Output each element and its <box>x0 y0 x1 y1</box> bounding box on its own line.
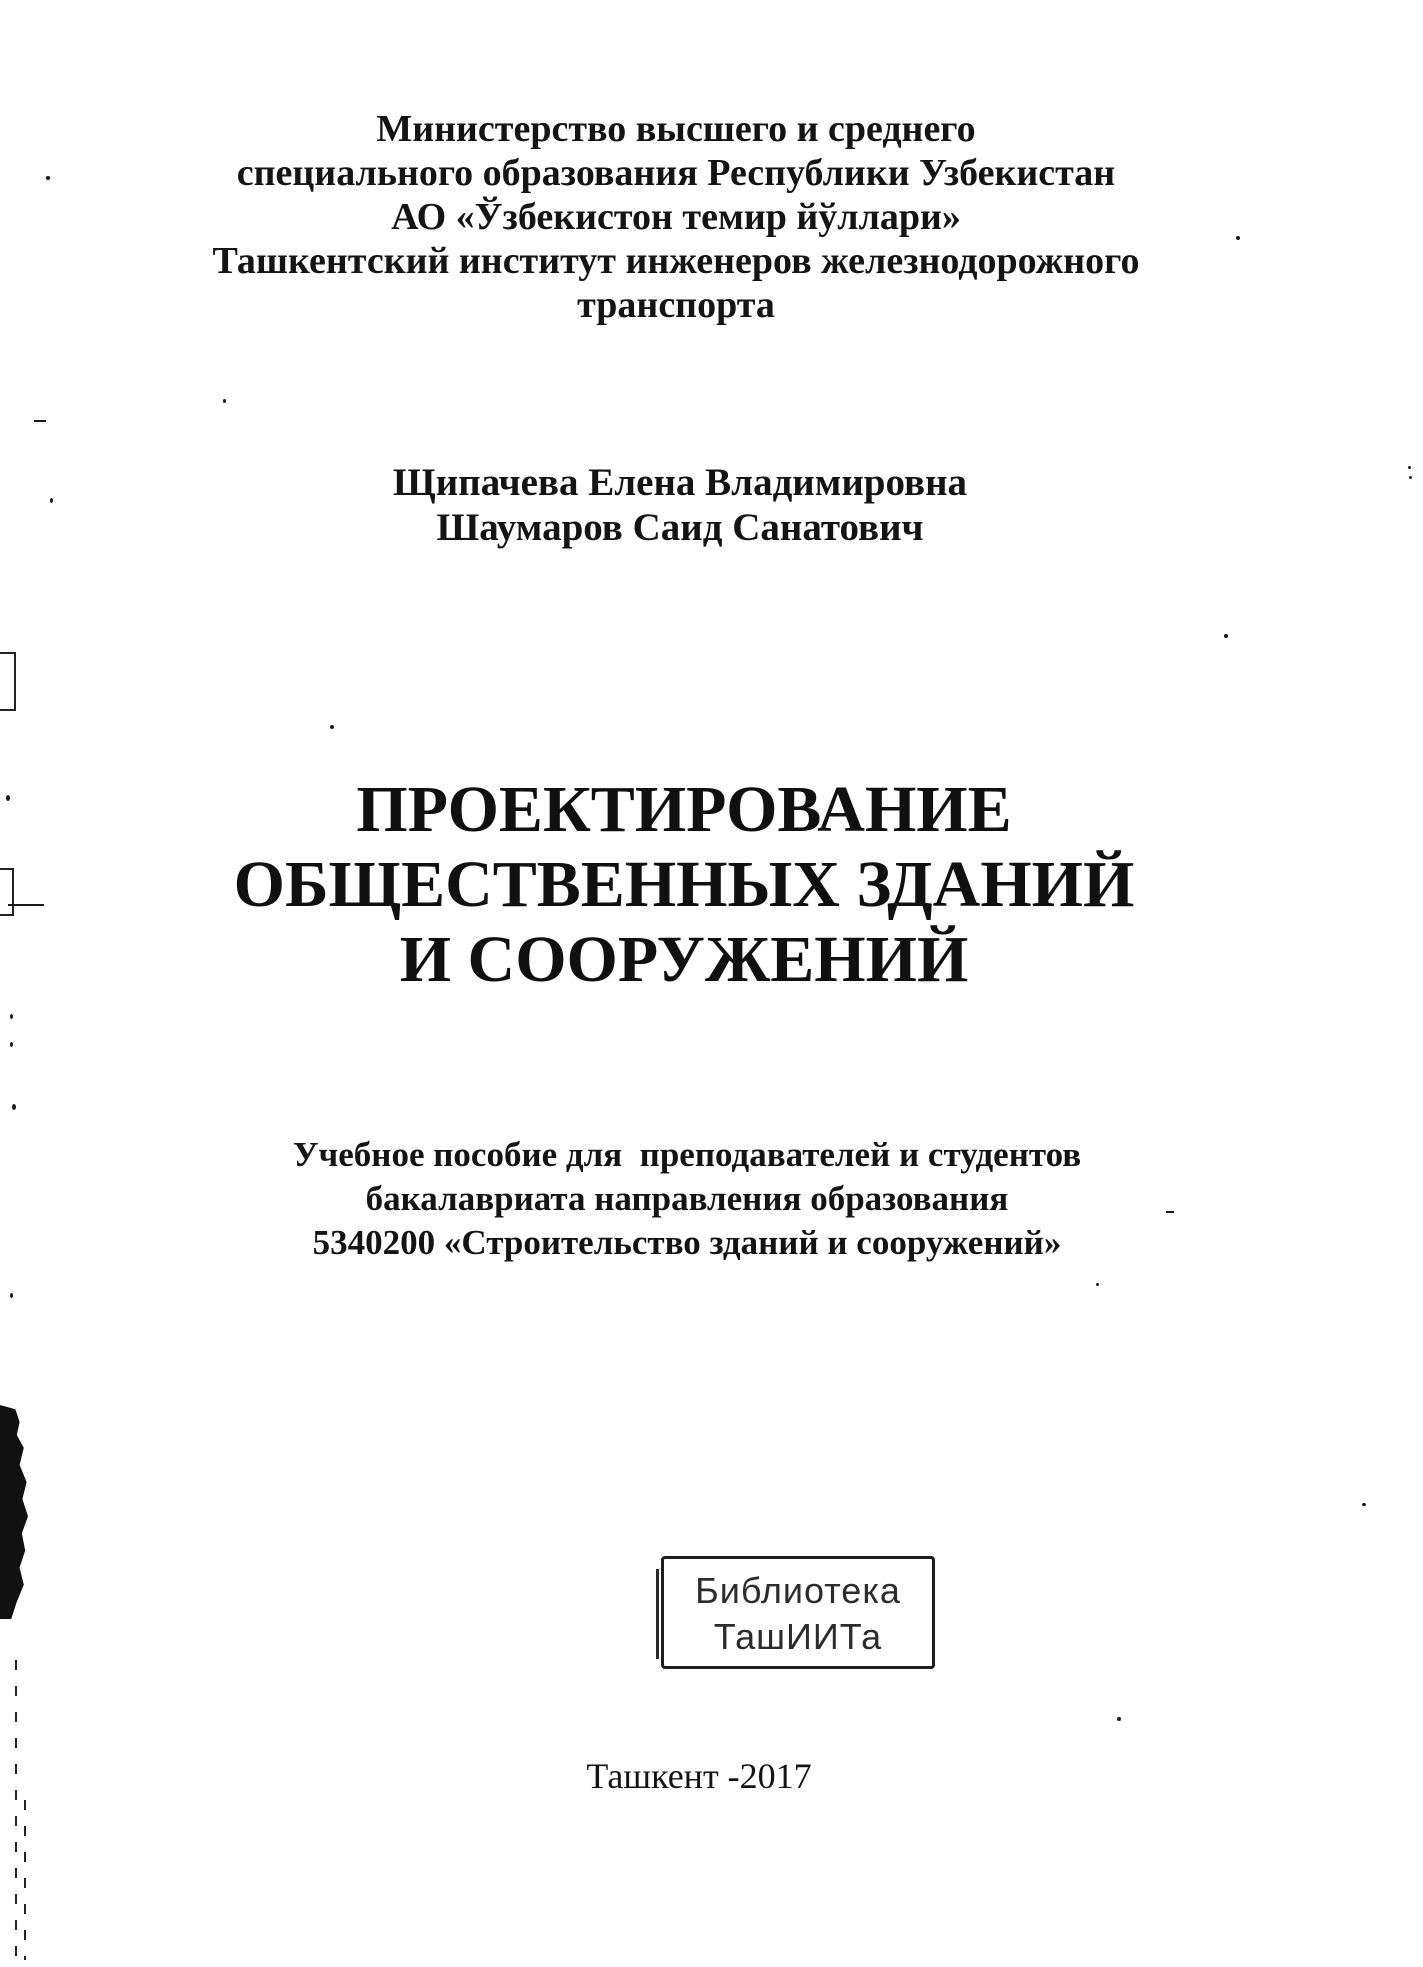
scan-speck <box>10 1014 13 1019</box>
scan-speck <box>223 399 226 403</box>
authors <box>0 460 1360 550</box>
subtitle-line: бакалавриата направления образования <box>365 1179 1009 1218</box>
title-line: ПРОЕКТИРОВАНИЕ <box>356 773 1012 846</box>
header-line-ministry: Министерство высшего и среднего <box>376 108 976 150</box>
author-name: Шаумаров Саид Санатович <box>436 506 924 549</box>
header-line-education: специального образования Республики Узбекистан <box>236 152 1116 194</box>
stamp-line-institute: ТашИИТа <box>713 1616 883 1657</box>
title-line: И СООРУЖЕНИЙ <box>399 923 969 996</box>
scan-speck <box>12 1104 16 1110</box>
scan-speck <box>0 652 16 711</box>
scan-speck <box>10 1293 13 1298</box>
scan-speck <box>1096 1283 1099 1286</box>
document-subtitle <box>0 1133 1374 1265</box>
scan-speck <box>24 1800 26 1960</box>
scan-speck <box>10 1042 13 1047</box>
header-line-company: АО «Ўзбекистон темир йўллари» <box>391 196 961 238</box>
header-line-institute: Ташкентский институт инженеров железнодорожного <box>212 240 1140 282</box>
scan-blotch <box>0 1405 28 1619</box>
author-name: Щипачева Елена Владимировна <box>392 461 968 504</box>
scan-speck <box>330 725 334 729</box>
scan-speck <box>1362 1503 1366 1506</box>
subtitle-line: 5340200 «Строительство зданий и сооружений» <box>312 1223 1062 1262</box>
title-line: ОБЩЕСТВЕННЫХ ЗДАНИЙ <box>233 848 1135 921</box>
library-stamp <box>661 1556 935 1669</box>
stamp-line-library: Библиотека <box>695 1570 901 1611</box>
scan-speck <box>15 1660 17 1960</box>
place-year-text: Ташкент -2017 <box>586 1756 812 1796</box>
document-title <box>0 772 1368 997</box>
place-year <box>0 1754 1398 1798</box>
subtitle-line: Учебное пособие для преподавателей и студентов <box>292 1135 1082 1174</box>
scan-speck <box>1117 1717 1121 1721</box>
header-line-transport: транспорта <box>577 284 775 326</box>
institution-header <box>0 107 1352 327</box>
scan-speck <box>34 420 46 422</box>
scan-speck <box>1224 634 1228 638</box>
scan-speck <box>1409 476 1412 479</box>
scan-speck <box>1408 466 1411 469</box>
